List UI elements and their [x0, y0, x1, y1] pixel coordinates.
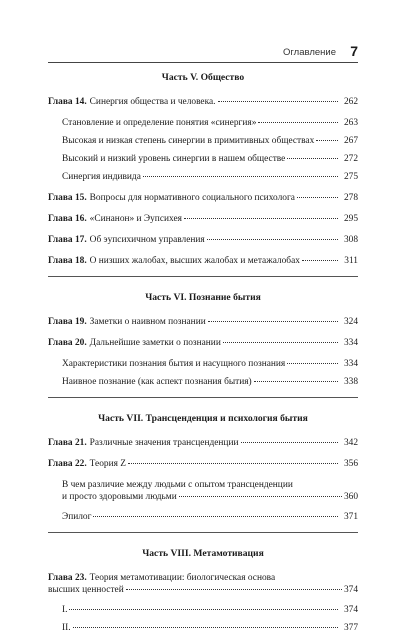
entry-title-line-2: и просто здоровыми людьми — [62, 492, 177, 502]
entry-title: Теория метамотивации: биологическая основа — [89, 573, 276, 583]
chapter-label: Глава 23. — [48, 573, 87, 583]
toc-chapter-entry — [48, 458, 358, 470]
entry-page-number: 262 — [343, 97, 358, 107]
entry-page-number: 267 — [343, 136, 358, 146]
entry-title: Заметки о наивном познании — [89, 317, 206, 327]
entry-title: I. — [62, 605, 68, 615]
entry-page-number: 275 — [343, 172, 358, 182]
entry-title: Теория Z — [89, 459, 126, 469]
dot-leader — [93, 516, 338, 517]
part-heading: Часть VI. Познание бытия — [145, 292, 261, 303]
header-title: Оглавление — [283, 47, 336, 58]
entry-page-number: 308 — [343, 235, 358, 245]
toc-section-entry — [48, 604, 358, 616]
dot-leader — [316, 140, 338, 141]
chapter-label: Глава 16. — [48, 214, 87, 224]
dot-leader — [126, 589, 342, 590]
entry-page-number: 263 — [343, 118, 358, 128]
toc-section-entry — [48, 376, 358, 388]
entry-title: Дальнейшие заметки о познании — [89, 338, 221, 348]
toc-section-entry — [48, 622, 358, 634]
toc-chapter-entry — [48, 192, 358, 204]
part-heading: Часть V. Общество — [161, 72, 245, 83]
dot-leader — [184, 218, 338, 219]
dot-leader — [208, 321, 338, 322]
chapter-label: Глава 14. — [48, 97, 87, 107]
toc-chapter-entry — [48, 234, 358, 246]
entry-page-number: 342 — [343, 438, 358, 448]
toc-section-entry — [48, 171, 358, 183]
entry-page-number: 311 — [344, 256, 358, 266]
chapter-label: Глава 15. — [48, 193, 87, 203]
entry-page-number: 272 — [343, 154, 358, 164]
section-rule — [48, 276, 358, 277]
chapter-label: Глава 18. — [48, 256, 87, 266]
chapter-label: Глава 20. — [48, 338, 87, 348]
entry-title-line-1 — [48, 572, 358, 584]
entry-title: Характеристики познания бытия и насущного познания — [62, 359, 286, 369]
toc-chapter-entry — [48, 255, 358, 267]
entry-title: Об эупсихичном управления — [89, 235, 205, 245]
toc-section-entry — [48, 358, 358, 370]
dot-leader — [69, 609, 338, 610]
dot-leader — [287, 158, 338, 159]
dot-leader — [73, 627, 338, 628]
entry-page-number: 374 — [343, 605, 358, 615]
toc-chapter-entry — [48, 96, 358, 108]
entry-title-line-1 — [62, 479, 358, 491]
dot-leader — [254, 381, 338, 382]
toc-section-entry — [48, 479, 358, 503]
toc-section-entry — [48, 153, 358, 165]
entry-title: «Синанон» и Эупсихея — [89, 214, 182, 224]
entry-title: Высокая и низкая степень синергии в примитивных обществах — [62, 136, 315, 146]
dot-leader — [297, 197, 338, 198]
entry-page-number: 371 — [343, 512, 358, 522]
entry-title: Синергия индивида — [62, 172, 141, 182]
entry-page-number: 374 — [343, 585, 358, 595]
dot-leader — [302, 260, 338, 261]
entry-title: Вопросы для нормативного социального психолога — [89, 193, 295, 203]
toc-section-entry — [48, 117, 358, 129]
dot-leader — [223, 342, 338, 343]
dot-leader — [143, 176, 338, 177]
toc-chapter-entry — [48, 213, 358, 225]
entry-title: Наивное познание (как аспект познания бытия) — [62, 377, 252, 387]
toc-chapter-entry — [48, 337, 358, 349]
entry-title: Высокий и низкий уровень синергии в нашем обществе — [62, 154, 286, 164]
entry-page-number: 338 — [343, 377, 358, 387]
page-number: 7 — [350, 43, 358, 59]
entry-title-line-2: высших ценностей — [48, 585, 124, 595]
running-header — [48, 44, 358, 60]
table-of-contents — [48, 72, 358, 643]
entry-page-number: 356 — [343, 459, 358, 469]
dot-leader — [241, 442, 339, 443]
toc-chapter-entry — [48, 572, 358, 596]
part-heading: Часть VIII. Метамотивация — [142, 548, 264, 559]
chapter-label: Глава 19. — [48, 317, 87, 327]
entry-page-number: 360 — [343, 492, 358, 502]
toc-section-entry — [48, 511, 358, 523]
chapter-label: Глава 22. — [48, 459, 87, 469]
dot-leader — [207, 239, 338, 240]
entry-title: II. — [62, 623, 71, 633]
toc-chapter-entry — [48, 316, 358, 328]
dot-leader — [287, 363, 338, 364]
entry-page-number: 334 — [343, 359, 358, 369]
entry-page-number: 324 — [343, 317, 358, 327]
entry-page-number: 278 — [343, 193, 358, 203]
header-rule — [48, 62, 358, 63]
dot-leader — [179, 496, 342, 497]
entry-page-number: 377 — [343, 623, 358, 633]
section-rule — [48, 532, 358, 533]
toc-section-entry — [48, 135, 358, 147]
dot-leader — [258, 122, 338, 123]
dot-leader — [218, 101, 338, 102]
dot-leader — [128, 463, 338, 464]
entry-title: В чем различие между людьми с опытом трансценденции — [62, 480, 293, 490]
chapter-label: Глава 21. — [48, 438, 87, 448]
entry-title: Становление и определение понятия «синергия» — [62, 118, 257, 128]
toc-chapter-entry — [48, 437, 358, 449]
section-rule — [48, 397, 358, 398]
entry-title: Синергия общества и человека. — [89, 97, 216, 107]
chapter-label: Глава 17. — [48, 235, 87, 245]
entry-title: Эпилог — [62, 512, 92, 522]
entry-page-number: 334 — [343, 338, 358, 348]
entry-title: О низших жалобах, высших жалобах и метажалобах — [89, 256, 300, 266]
entry-page-number: 295 — [343, 214, 358, 224]
part-heading: Часть VII. Трансценденция и психология бытия — [98, 413, 308, 424]
entry-title: Различные значения трансценденции — [89, 438, 239, 448]
